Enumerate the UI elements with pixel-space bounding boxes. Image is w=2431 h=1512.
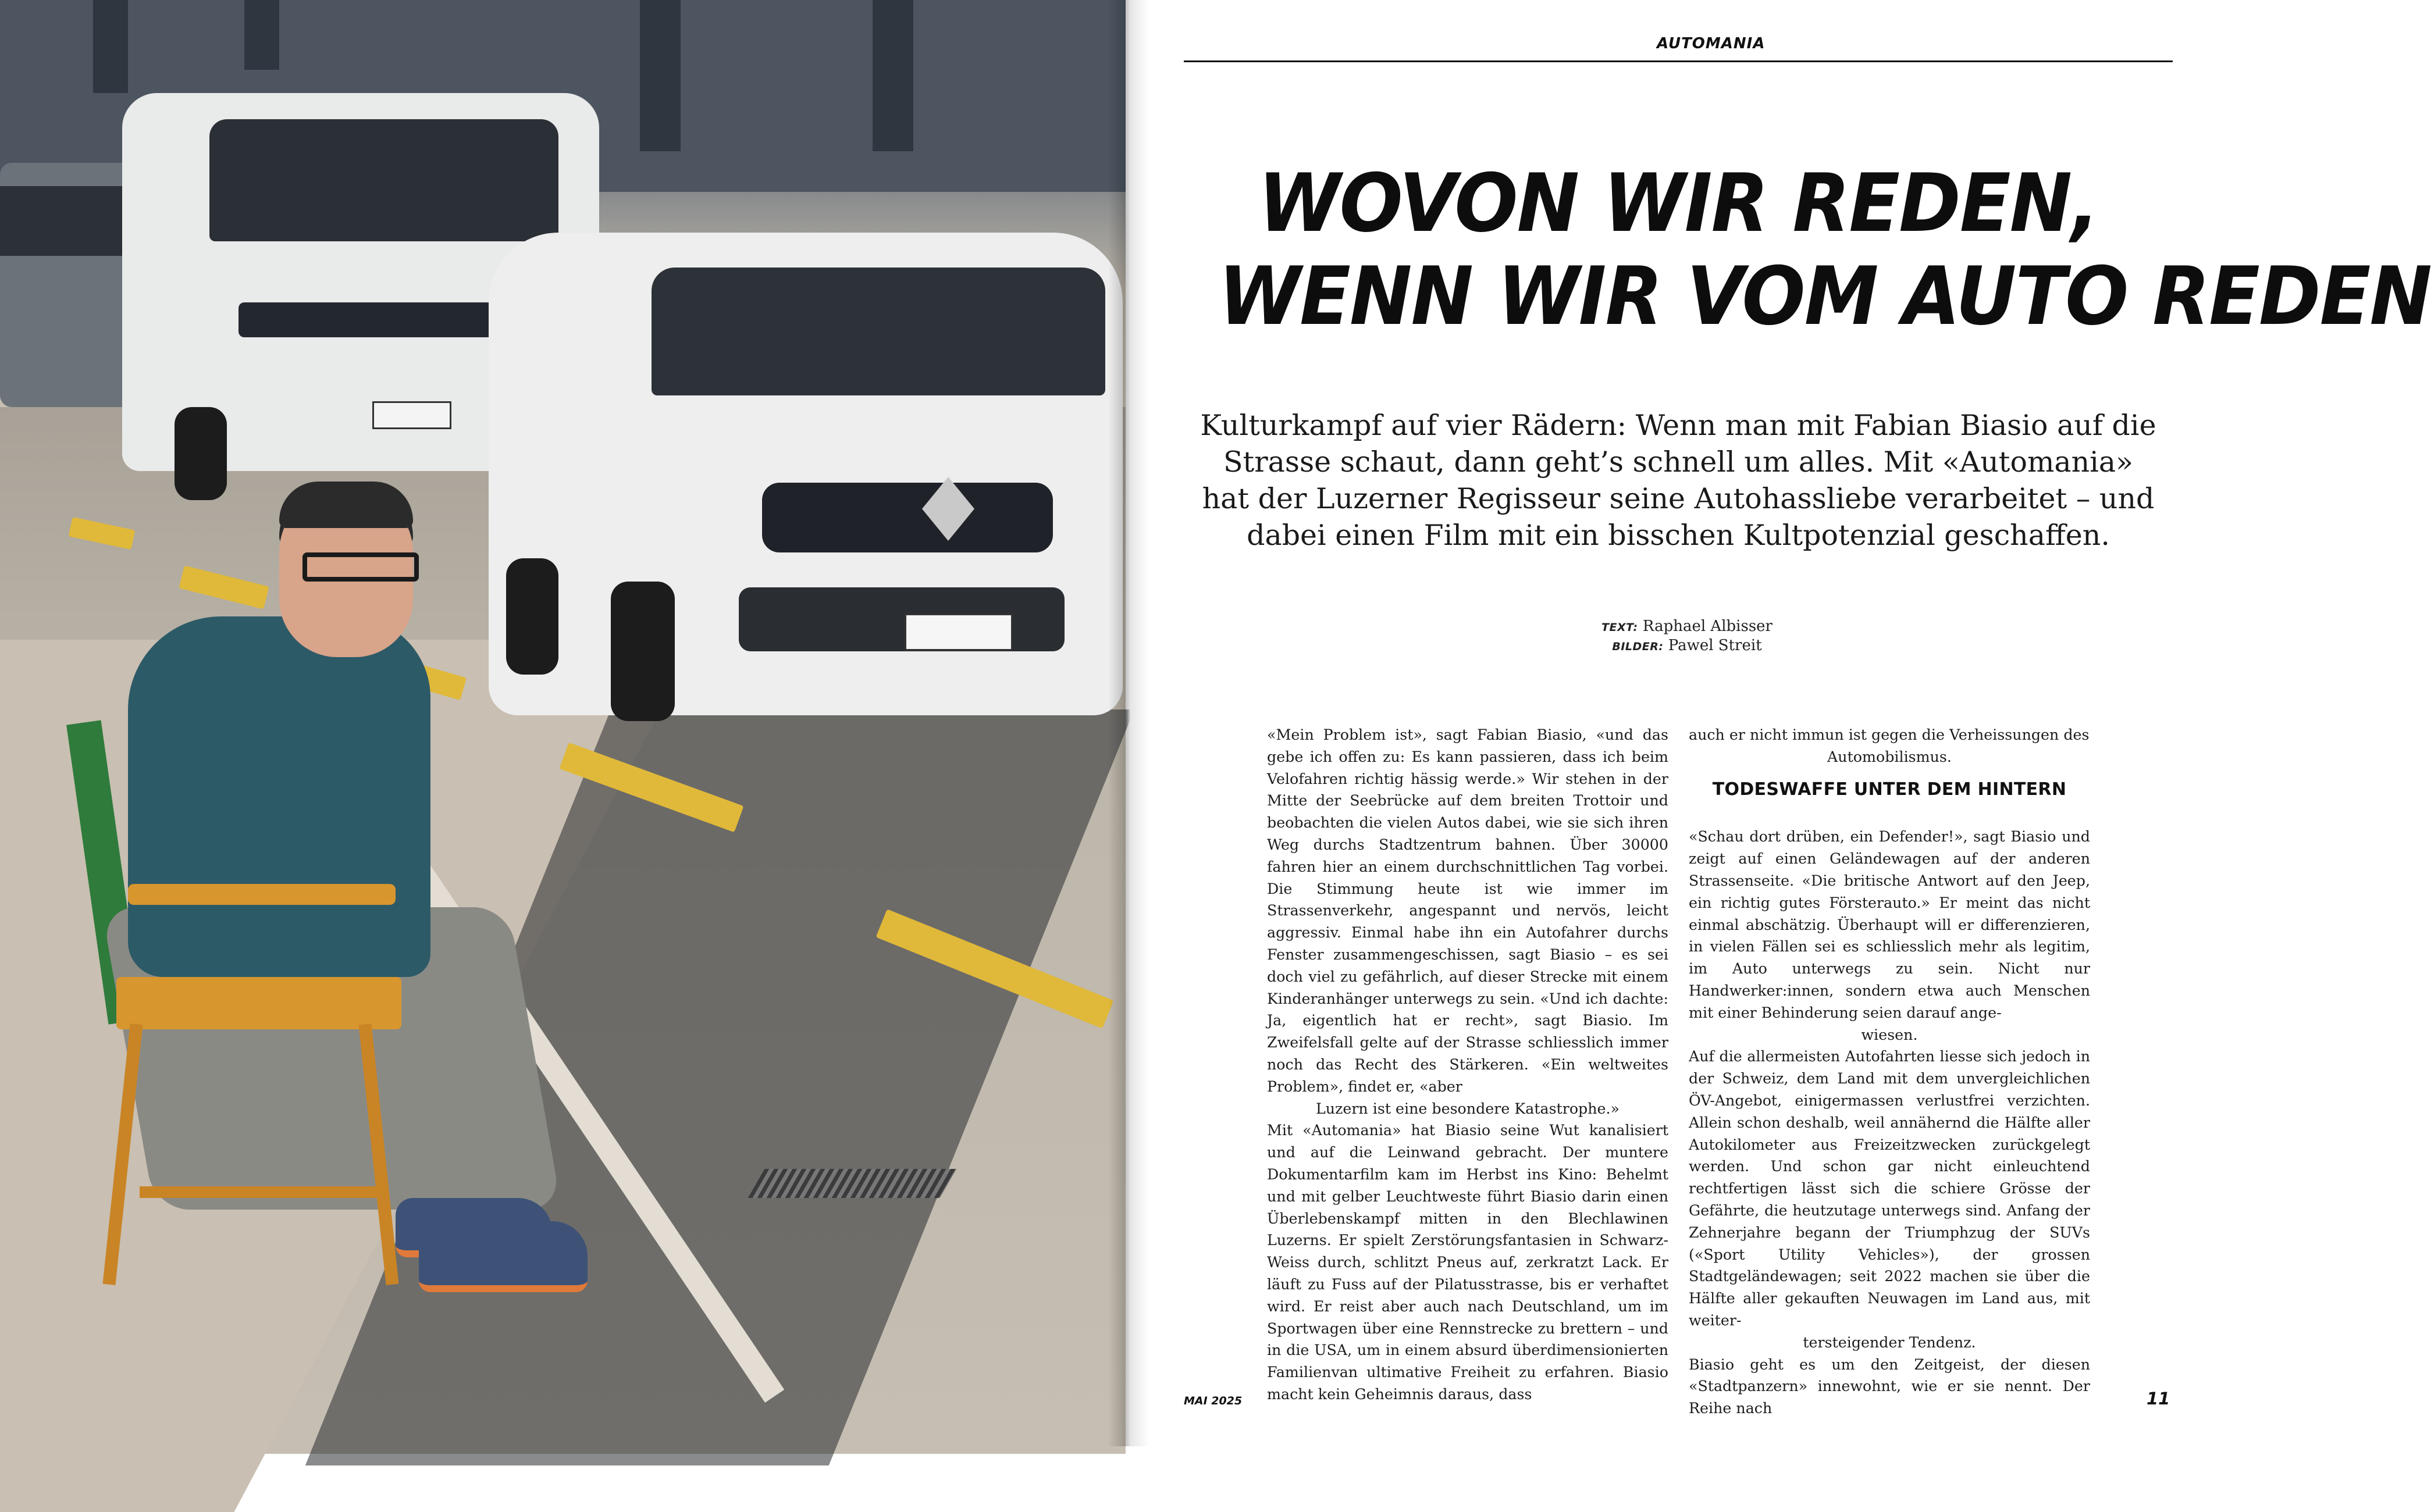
- renault-license-plate: [905, 614, 1013, 651]
- headline-line-1: WOVON WIR REDEN,: [1258, 156, 2099, 250]
- renault-wheel: [611, 582, 675, 721]
- renault-lower-grille: [739, 587, 1065, 651]
- body-paragraph: Biasio geht es um den Zeitgeist, der diesen «Stadtpanzern» innewohnt, wie er sie nennt. Der Reihe nach: [1689, 1356, 2090, 1417]
- issue-date: MAI 2025: [1184, 1395, 1243, 1407]
- credit-text-name: Raphael Albisser: [1642, 618, 1772, 635]
- building-window: [93, 0, 128, 93]
- cover-photo: [0, 0, 1126, 1446]
- credit-text-label: TEXT:: [1601, 621, 1638, 634]
- headline-line-2: WENN WIR VOM AUTO REDEN: [1218, 249, 2431, 343]
- person-hair-top: [279, 482, 413, 528]
- credit-images-label: BILDER:: [1612, 640, 1664, 653]
- body-column-2: [1689, 724, 2090, 1420]
- building-window: [244, 0, 279, 70]
- car-left-windshield: [0, 186, 122, 256]
- van-windshield: [209, 119, 558, 241]
- van-wheel: [175, 407, 227, 500]
- renault-wheel: [506, 558, 558, 675]
- section-kicker: AUTOMANIA: [1657, 35, 1766, 52]
- body-paragraph: Automobilismus.: [1827, 748, 1952, 765]
- body-paragraph: tersteigender Tendenz.: [1803, 1333, 1976, 1351]
- chair-armrest: [128, 884, 396, 905]
- article-headline: [1218, 156, 2431, 343]
- body-paragraph: auch er nicht immun ist gegen die Verheissungen des: [1689, 726, 2090, 743]
- body-paragraph: Auf die allermeisten Autofahrten liesse sich jedoch in der Schweiz, dem Land mit dem unvergleichlichen ÖV-Angebot, einigermassen verlustfrei verzichten. Allein schon deshalb, weil annähernd die Hälfte aller Autokilometer aus Freizeitzwecken zurückgelegt werden. Und schon gar nicht einleuchtend rechtfertigen lässt sich die schiere Grösse der Gefährte, die heutzutage unterwegs sind. Anfang der Zehnerjahre begann der Triumphzug der SUVs («Sport Utility Vehicles»), der grossen Stadtgeländewagen; seit 2022 machen sie über die Hälfte aller gekauften Neuwagen im Land aus, mit weiter-: [1689, 1048, 2090, 1329]
- body-paragraph: wiesen.: [1861, 1026, 1918, 1043]
- body-paragraph: «Mein Problem ist», sagt Fabian Biasio, «und das gebe ich offen zu: Es kann passieren, dass ich beim Velofahren richtig hässig werde.» Wir stehen in der Mitte der Seebrücke auf dem breiten Trottoir und beobachten die vielen Autos dabei, wie sie sich ihren Weg durchs Stadtzentrum bahnen. Über 30000 fahren hier an einem durchschnittlichen Tag vorbei. Die Stimmung heute ist wie immer im Strassenverkehr, angespannt und nervös, leicht aggressiv. Einmal habe ihn ein Autofahrer durchs Fenster zusammengeschissen, sagt Biasio – es sei doch viel zu gefährlich, auf dieser Strecke mit einem Kinderanhänger unterwegs zu sein. «Und ich dachte: Ja, eigentlich hat er recht», sagt Biasio. Im Zweifelsfall gelte auf der Strasse schliesslich immer noch das Recht des Stärkeren. «Ein weltweites Problem», findet er, «aber: [1267, 726, 1668, 1095]
- person-glasses: [302, 552, 419, 582]
- renault-windshield: [652, 268, 1105, 395]
- van-license-plate: [372, 401, 451, 429]
- chair-crossbar: [140, 1186, 384, 1198]
- page-number: 11: [2147, 1389, 2170, 1408]
- body-paragraph: «Schau dort drüben, ein Defender!», sagt Biasio und zeigt auf einen Geländewagen auf der anderen Strassenseite. «Die britische Antwort auf den Jeep, ein richtig gutes Försterauto.» Er meint das nicht einmal abschätzig. Überhaupt will er differenzieren, in vielen Fällen sei es schliesslich mehr als legitim, im Auto unterwegs zu sein. Nicht nur Handwerker:innen, sondern etwa auch Menschen mit einer Behinderung seien darauf ange-: [1689, 828, 2090, 1021]
- article-lead: Kulturkampf auf vier Rädern: Wenn man mit Fabian Biasio auf die Strasse schaut, dann geht’s schnell um alles. Mit «Automania» hat der Luzerner Regisseur seine Autohassliebe verarbeitet – und dabei einen Film mit ein bisschen Kultpotenzial geschaffen.: [1200, 409, 2156, 552]
- storm-drain: [748, 1169, 957, 1198]
- person-torso: [128, 616, 430, 977]
- header-rule: [1184, 60, 2173, 62]
- article-credits: [1454, 618, 1920, 656]
- body-column-1: [1267, 724, 1668, 1406]
- renault-grille: [762, 483, 1053, 552]
- chair-seat: [116, 977, 401, 1029]
- building-window: [640, 0, 681, 151]
- body-paragraph: Luzern ist eine besondere Katastrophe.»: [1315, 1100, 1620, 1117]
- body-subhead: TODESWAFFE UNTER DEM HINTERN: [1712, 779, 2067, 800]
- person-shoe: [419, 1221, 588, 1292]
- credit-images-name: Pawel Streit: [1668, 637, 1762, 654]
- building-window: [873, 0, 913, 151]
- page-gutter: [1108, 0, 1149, 1446]
- body-paragraph: Mit «Automania» hat Biasio seine Wut kanalisiert und auf die Leinwand gebracht. Der muntere Dokumentarfilm kam im Herbst ins Kino: Behelmt und mit gelber Leuchtweste führt Biasio darin einen Überlebenskampf mitten in den Blechlawinen Luzerns. Er spielt Zerstörungsfantasien in Schwarz-Weiss durch, schlitzt Pneus auf, zerkratzt Lack. Er läuft zu Fuss auf der Pilatusstrasse, bis er verhaftet wird. Er reist aber auch nach Deutschland, um im Sportwagen über eine Rennstrecke zu brettern – und in die USA, um in einem absurd überdimensionierten Familienvan ultimative Freiheit zu erfahren. Biasio macht kein Geheimnis daraus, dass: [1267, 1122, 1668, 1403]
